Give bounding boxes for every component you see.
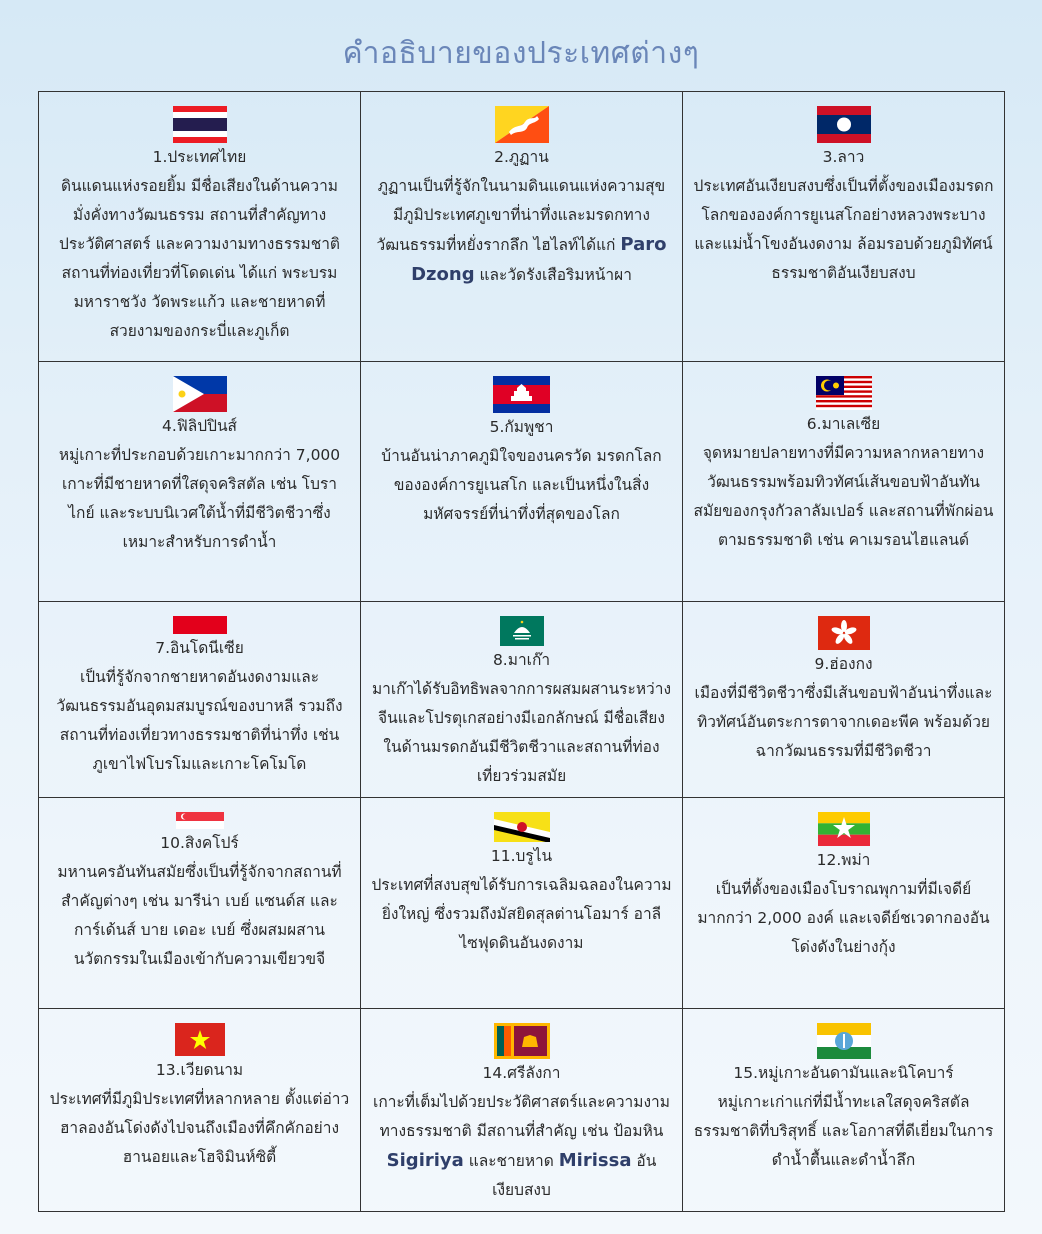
thailand-flag-icon [173,106,227,143]
indonesia-flag-icon [173,616,227,634]
country-name: 8.มาเก๊า [492,651,551,669]
cambodia-flag-icon [493,376,550,413]
country-cell-macau [361,602,683,798]
country-grid [38,91,1005,1212]
country-name: 1.ประเทศไทย [152,148,247,166]
country-description: ประเทศอันเงียบสงบซึ่งเป็นที่ตั้งของเมืองมรดกโลกขององค์การยูเนสโกอย่างหลวงพระบางและแม่น้ำโขงอันงดงาม ล้อมรอบด้วยภูมิทัศน์ธรรมชาติอันเงียบสงบ [693,177,994,282]
country-name: 10.สิงคโปร์ [160,834,239,852]
country-cell-thailand [39,92,361,362]
country-description: จุดหมายปลายทางที่มีความหลากหลายทางวัฒนธรรมพร้อมทิวทัศน์เส้นขอบฟ้าอันทันสมัยของกรุงกัวลาลัมเปอร์ และสถานที่พักผ่อนตามธรรมชาติ เช่น คาเมรอนไฮแลนด์ [693,444,994,549]
country-cell-andaman-nicobar [683,1009,1005,1212]
country-cell-indonesia [39,602,361,798]
country-cell-myanmar [683,798,1005,1009]
country-description: มหานครอันทันสมัยซึ่งเป็นที่รู้จักจากสถานที่สำคัญต่างๆ เช่น มารีน่า เบย์ แซนด์ส และการ์เด้นส์ บาย เดอะ เบย์ ซึ่งผสมผสานนวัตกรรมในเมืองเข้ากับความเขียวขจี [57,863,342,968]
country-description: ประเทศที่มีภูมิประเทศที่หลากหลาย ตั้งแต่อ่าวฮาลองอันโด่งดังไปจนถึงเมืองที่คึกคักอย่างฮานอยและโฮจิมินห์ซิตี้ [49,1090,350,1166]
laos-flag-icon [817,106,871,143]
country-name: 5.กัมพูชา [489,418,554,436]
country-name: 4.ฟิลิปปินส์ [162,417,237,435]
country-name: 14.ศรีลังกา [482,1064,561,1082]
country-cell-vietnam [39,1009,361,1212]
country-name: 13.เวียดนาม [155,1061,244,1079]
country-name: 7.อินโดนีเซีย [155,639,244,657]
country-description: หมู่เกาะที่ประกอบด้วยเกาะมากกว่า 7,000 เกาะที่มีชายหาดที่ใสดุจคริสตัล เช่น โบราไกย์ และระบบนิเวศใต้น้ำที่มีชีวิตชีวาซึ่งเหมาะสำหรับการดำน้ำ [58,446,341,551]
country-description: มาเก๊าได้รับอิทธิพลจากการผสมผสานระหว่างจีนและโปรตุเกสอย่างมีเอกลักษณ์ มีชื่อเสียงในด้านมรดกอันมีชีวิตชีวาและสถานที่ท่องเที่ยวร่วมสมัย [371,680,672,785]
brunei-flag-icon [494,812,550,842]
country-cell-singapore [39,798,361,1009]
philippines-flag-icon [173,376,227,412]
country-description: หมู่เกาะเก่าแก่ที่มีน้ำทะเลใสดุจคริสตัล ธรรมชาติที่บริสุทธิ์ และโอกาสที่ดีเยี่ยมในการดำน้ำตื้นและดำน้ำลึก [693,1093,994,1169]
myanmar-flag-icon [818,812,870,846]
hongkong-flag-icon [818,616,870,650]
country-description: เป็นที่รู้จักจากชายหาดอันงดงามและวัฒนธรรมอันอุดมสมบูรณ์ของบาหลี รวมถึงสถานที่ท่องเที่ยวทางธรรมชาติที่น่าทึ่ง เช่น ภูเขาไฟโบรโมและเกาะโคโมโด [56,668,343,773]
country-cell-bhutan [361,92,683,362]
country-description: บ้านอันน่าภาคภูมิใจของนครวัด มรดกโลกขององค์การยูเนสโก และเป็นหนึ่งในสิ่งมหัศจรรย์ที่น่าทึ่งที่สุดของโลก [381,447,662,523]
country-cell-brunei [361,798,683,1009]
country-name: 3.ลาว [822,148,865,166]
country-cell-hongkong [683,602,1005,798]
country-name: 6.มาเลเซีย [806,415,881,433]
country-name: 15.หมู่เกาะอันดามันและนิโคบาร์ [733,1064,954,1082]
page-title: คำอธิบายของประเทศต่างๆ [342,36,700,71]
country-name: 11.บรูไน [490,847,553,865]
malaysia-flag-icon [816,376,872,410]
country-cell-philippines [39,362,361,602]
country-name: 9.ฮ่องกง [814,655,873,673]
country-description: เป็นที่ตั้งของเมืองโบราณพุกามที่มีเจดีย์มากกว่า 2,000 องค์ และเจดีย์ชเวดากองอันโด่งดังในย่างกุ้ง [697,880,990,956]
bhutan-flag-icon [495,106,549,143]
macau-flag-icon [500,616,544,646]
country-description: ภูฏานเป็นที่รู้จักในนามดินแดนแห่งความสุข มีภูมิประเทศภูเขาที่น่าทึ่งและมรดกทางวัฒนธรรมที่หยั่งรากลึก ไฮไลท์ได้แก่ Paro Dzong และวัดรังเสือริมหน้าผา [376,177,667,285]
country-description: ดินแดนแห่งรอยยิ้ม มีชื่อเสียงในด้านความมั่งคั่งทางวัฒนธรรม สถานที่สำคัญทางประวัติศาสตร์ และความงามทางธรรมชาติ สถานที่ท่องเที่ยวที่โดดเด่น ได้แก่ พระบรมมหาราชวัง วัดพระแก้ว และชายหาดที่สวยงามของกระบี่และภูเก็ต [59,177,340,340]
country-name: 2.ภูฏาน [494,148,549,166]
country-cell-malaysia [683,362,1005,602]
country-cell-srilanka [361,1009,683,1212]
andaman-nicobar-flag-icon [817,1023,871,1059]
country-cell-cambodia [361,362,683,602]
country-description: เกาะที่เต็มไปด้วยประวัติศาสตร์และความงามทางธรรมชาติ มีสถานที่สำคัญ เช่น ป้อมหิน Sigiriya และชายหาด Mirissa อันเงียบสงบ [373,1093,670,1199]
srilanka-flag-icon [494,1023,550,1059]
country-description: ประเทศที่สงบสุขได้รับการเฉลิมฉลองในความยิ่งใหญ่ ซึ่งรวมถึงมัสยิดสุลต่านโอมาร์ อาลี ไซฟุดดินอันงดงาม [371,876,672,952]
country-description: เมืองที่มีชีวิตชีวาซึ่งมีเส้นขอบฟ้าอันน่าทึ่งและทิวทัศน์อันตระการตาจากเดอะพีค พร้อมด้วยฉากวัฒนธรรมที่มีชีวิตชีวา [694,684,993,760]
country-name: 12.พม่า [816,851,871,869]
country-cell-laos [683,92,1005,362]
vietnam-flag-icon [175,1023,225,1056]
singapore-flag-icon [176,812,224,829]
